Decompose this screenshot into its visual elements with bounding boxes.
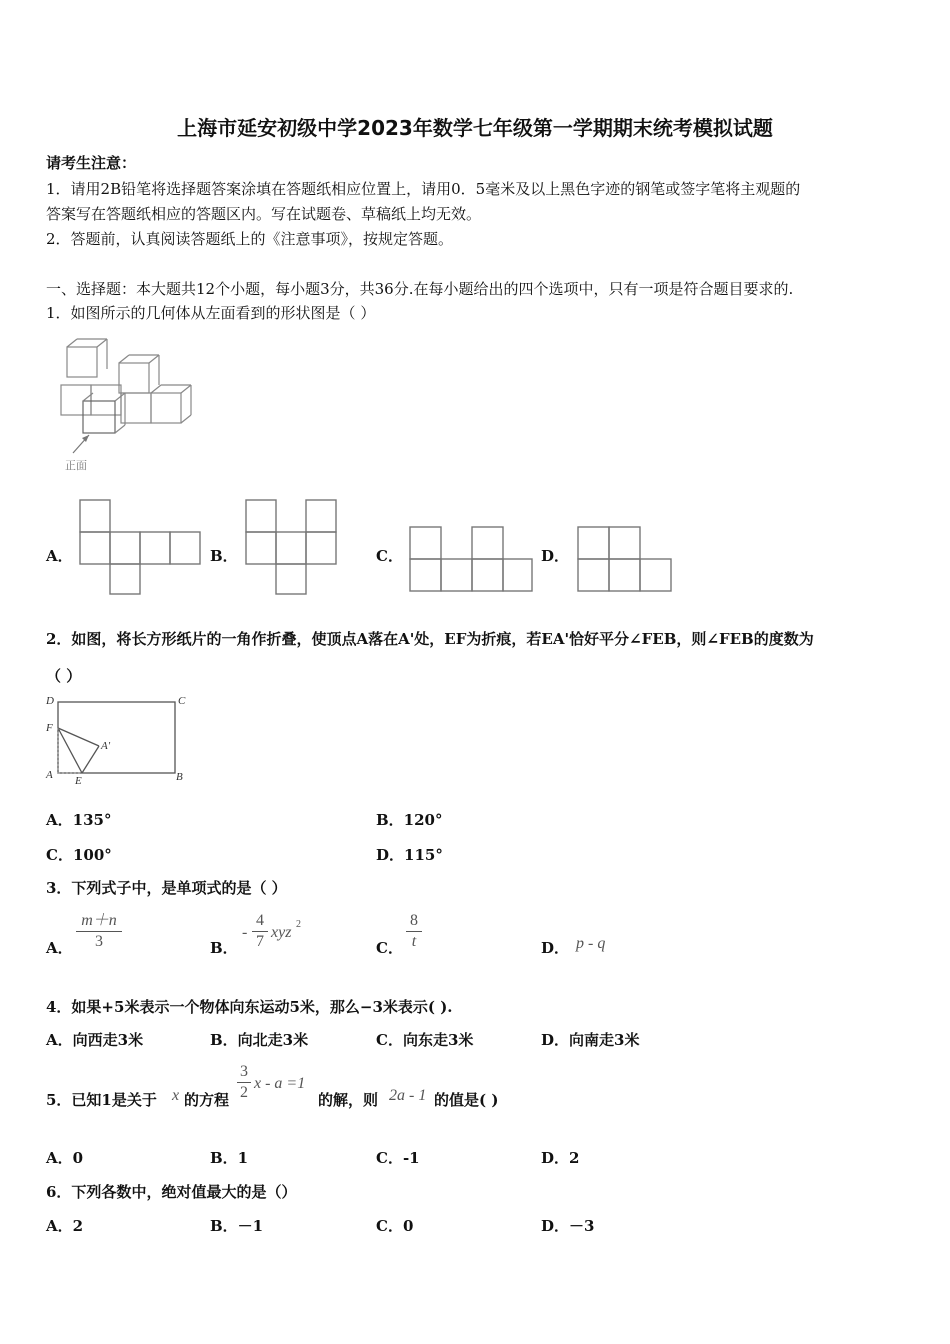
q1-option-a-label: A． xyxy=(46,547,73,565)
q1-option-b-label: B． xyxy=(210,547,238,565)
q5-option-a: A．0 xyxy=(46,1149,84,1167)
q6-stem: 6．下列各数中，绝对值最大的是（） xyxy=(46,1183,297,1201)
q5-stem-a: 5．已知1是关于 xyxy=(46,1091,157,1109)
q5-stem-d: 的值是( ) xyxy=(434,1091,499,1109)
q2-label-a: A xyxy=(46,769,53,781)
q5-eq-numerator: 3 xyxy=(240,1063,248,1080)
q4-stem: 4．如果+5米表示一个物体向东运动5米，那么−3米表示( ). xyxy=(46,998,453,1016)
q2-label-e: E xyxy=(75,775,82,786)
q1-option-b-figure xyxy=(244,498,340,596)
q3-b-sign: - xyxy=(242,924,248,941)
q5-var-x: x xyxy=(172,1087,180,1104)
q5-option-c: C．-1 xyxy=(376,1149,420,1167)
notice-line-2: 2．答题前，认真阅读答题纸上的《注意事项》，按规定答题。 xyxy=(46,230,454,248)
q2-label-d: D xyxy=(46,695,54,707)
q5-expression: 2a - 1 xyxy=(389,1087,427,1104)
q5-stem-b: 的方程 xyxy=(184,1091,230,1109)
q3-option-d-label: D． xyxy=(541,939,570,957)
q2-stem-b: （ ） xyxy=(46,667,82,685)
q5-equation-rest: x - a =1 xyxy=(254,1075,306,1092)
q4-option-a: A．向西走3米 xyxy=(46,1031,144,1049)
q1-option-c-figure xyxy=(408,525,534,595)
q5-stem-c: 的解，则 xyxy=(318,1091,379,1109)
q1-option-a-figure xyxy=(78,498,202,596)
q1-option-d-label: D． xyxy=(541,547,570,565)
q2-label-b: B xyxy=(176,771,183,783)
q4-option-d: D．向南走3米 xyxy=(541,1031,640,1049)
q2-figure xyxy=(44,692,194,786)
notice-line-1b: 答案写在答题纸相应的答题区内。写在试题卷、草稿纸上均无效。 xyxy=(46,205,482,223)
q3-option-c-fraction xyxy=(406,911,422,952)
page-title: 上海市延安初级中学2023年数学七年级第一学期期末统考模拟试题 xyxy=(177,116,773,140)
q3-c-denominator: t xyxy=(411,933,417,950)
q2-option-c: C．100° xyxy=(46,846,112,864)
q1-option-c-label: C． xyxy=(376,547,403,565)
q3-b-denominator: 7 xyxy=(256,933,264,950)
q3-d-expression: p - q xyxy=(576,935,606,952)
q3-stem: 3．下列式子中，是单项式的是（ ） xyxy=(46,879,287,897)
notice-heading: 请考生注意： xyxy=(46,154,137,172)
q2-option-b: B．120° xyxy=(376,811,443,829)
q6-option-c: C．0 xyxy=(376,1217,414,1235)
q2-stem-a: 2．如图，将长方形纸片的一角作折叠，使顶点A落在A'处，EF为折痕，若EA'恰好平分∠FEB，则∠FEB的度数为 xyxy=(46,630,814,648)
q5-option-d: D．2 xyxy=(541,1149,580,1167)
q3-option-a-fraction xyxy=(76,911,122,952)
q1-front-label: 正面 xyxy=(65,459,87,472)
q1-stem: 1．如图所示的几何体从左面看到的形状图是（ ） xyxy=(46,304,376,322)
notice-line-1a: 1．请用2B铅笔将选择题答案涂填在答题纸相应位置上，请用0．5毫米及以上黑色字迹的钢笔或签字笔将主观题的 xyxy=(46,180,801,198)
q3-option-a-label: A． xyxy=(46,939,73,957)
q2-option-a: A．135° xyxy=(46,811,112,829)
q5-eq-denominator: 2 xyxy=(240,1084,248,1101)
q2-label-f: F xyxy=(46,722,53,734)
q2-label-a-prime: A' xyxy=(101,740,111,752)
q3-option-b-fraction xyxy=(252,911,268,952)
q3-option-b-label: B． xyxy=(210,939,238,957)
q3-option-c-label: C． xyxy=(376,939,403,957)
q2-option-d: D．115° xyxy=(376,846,443,864)
q3-b-variables: xyz xyxy=(271,924,292,941)
q3-b-exponent: 2 xyxy=(296,919,301,930)
q4-option-b: B．向北走3米 xyxy=(210,1031,309,1049)
q3-b-numerator: 4 xyxy=(256,912,264,929)
q3-a-numerator: m＋n xyxy=(81,912,117,929)
q6-option-d: D．－3 xyxy=(541,1217,595,1235)
q2-label-c: C xyxy=(178,695,186,707)
q3-a-denominator: 3 xyxy=(95,933,103,950)
q1-option-d-figure xyxy=(576,525,674,595)
q5-option-b: B．1 xyxy=(210,1149,249,1167)
q5-equation-fraction xyxy=(237,1062,251,1103)
q1-solid-figure xyxy=(55,335,200,475)
q6-option-a: A．2 xyxy=(46,1217,84,1235)
q6-option-b: B．－1 xyxy=(210,1217,264,1235)
q4-option-c: C．向东走3米 xyxy=(376,1031,474,1049)
section-heading: 一、选择题：本大题共12个小题，每小题3分，共36分.在每小题给出的四个选项中，只有一项是符合题目要求的. xyxy=(46,280,794,298)
q3-c-numerator: 8 xyxy=(410,912,418,929)
